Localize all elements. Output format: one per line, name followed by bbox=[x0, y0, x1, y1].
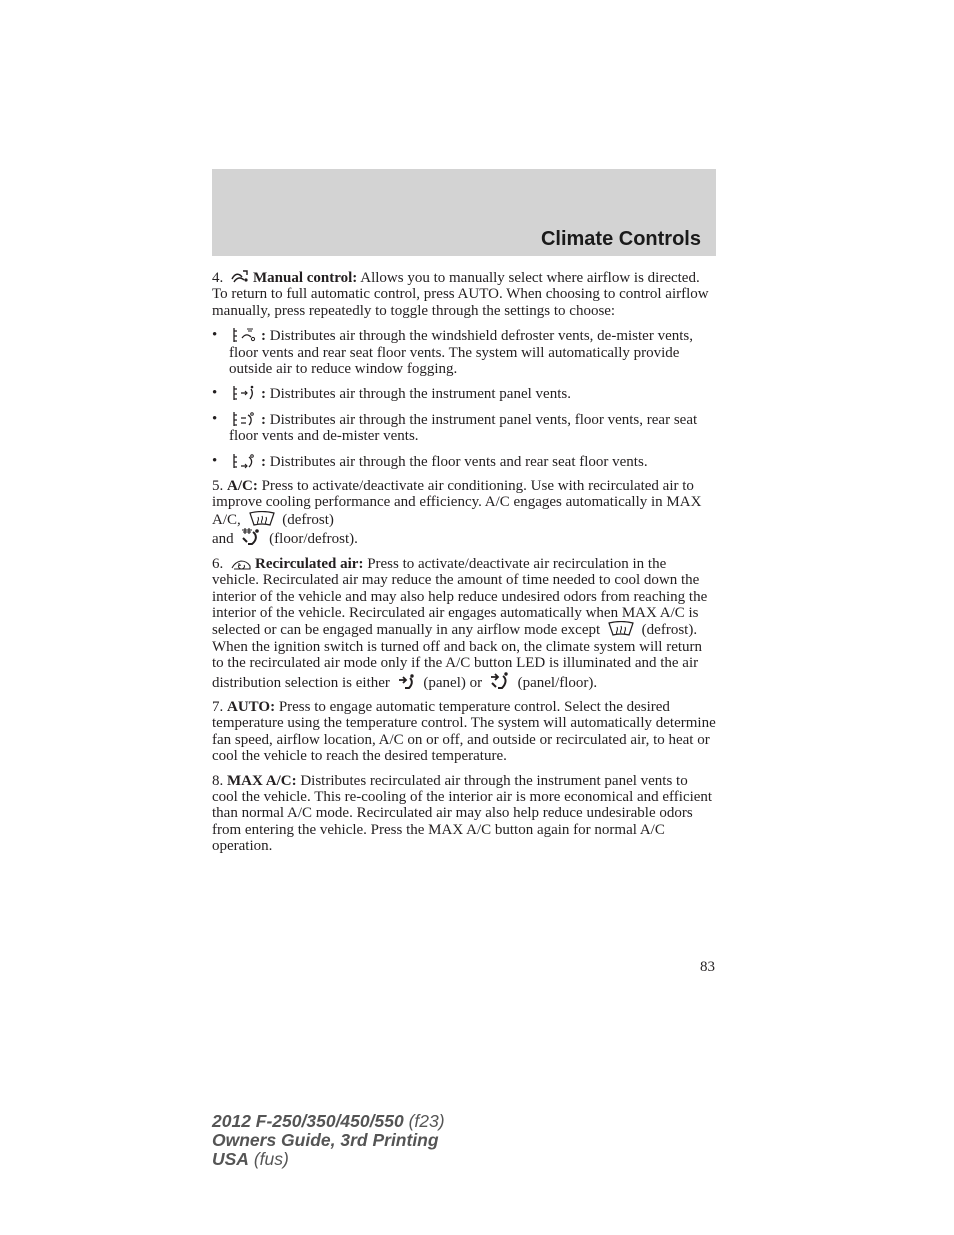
item-number: 5. bbox=[212, 478, 224, 495]
bullet-text: Distributes air through the floor vents and rear seat floor vents. bbox=[269, 453, 648, 470]
recirculation-icon bbox=[230, 559, 252, 571]
item-ac: 5. A/C: Press to activate/deactivate air conditioning. Use with recirculated air to improve cooling performance and efficiency. A/C engages automatically in MAX A/C, (defrost) and (floor/defrost). bbox=[212, 478, 702, 548]
list-item: • : Distributes air through the windshield defroster vents, de-mister vents, floor vents and rear seat floor vents. The system will automatically provide outside air to reduce window fogging. bbox=[212, 327, 716, 377]
document-footer: 2012 F-250/350/450/550 (f23) Owners Guide, 3rd Printing USA (fus) bbox=[212, 1111, 445, 1169]
panel-floor-icon bbox=[489, 672, 511, 690]
manual-airflow-icon bbox=[230, 269, 250, 285]
floor-vent-icon bbox=[232, 453, 258, 469]
defrost-icon bbox=[248, 511, 276, 527]
manual-control-text: Allows you to manually select where airflow is directed. To return to full automatic control, press AUTO. When choosing to control airflow manually, press repeatedly to toggle through the settings to choose: bbox=[212, 270, 709, 319]
recirculated-air-label: Recirculated air: bbox=[255, 555, 364, 572]
panel-vent-icon bbox=[232, 385, 258, 401]
item-number: 6. bbox=[212, 555, 224, 572]
page-number: 83 bbox=[700, 959, 715, 975]
bullet-text: Distributes air through the windshield defroster vents, de-mister vents, floor vents and rear seat floor vents. The system will automatically provide outside air to reduce window fogging. bbox=[229, 328, 693, 378]
auto-label: AUTO: bbox=[227, 698, 276, 715]
item-auto: 7. AUTO: Press to engage automatic temperature control. Select the desired temperature using the temperature control. The system will automatically determine fan speed, airflow location, A/C on or off, and outside or recirculated air, to heat or cool the vehicle to reach the desired temperature. bbox=[212, 698, 716, 765]
panel-icon bbox=[397, 674, 417, 690]
defrost-floor-panel-icon bbox=[232, 327, 258, 343]
airflow-mode-list bbox=[212, 327, 716, 470]
manual-control-label: Manual control: bbox=[253, 270, 358, 286]
list-item: • : Distributes air through the floor vents and rear seat floor vents. bbox=[212, 453, 716, 470]
section-title: Climate Controls bbox=[540, 228, 701, 250]
ac-label: A/C: bbox=[227, 478, 258, 495]
item-number: 7. bbox=[212, 698, 224, 715]
item-max-ac: 8. MAX A/C: Distributes recirculated air through the instrument panel vents to cool the vehicle. This re-cooling of the interior air is more economical and efficient than normal A/C mode. Recirculated air may also help reduce undesirable odors from entering the vehicle. Press the MAX A/C button again for normal A/C operation. bbox=[212, 772, 713, 855]
item-number: 4. bbox=[212, 270, 224, 286]
floor-defrost-icon bbox=[240, 528, 262, 546]
item-recirculated-air: 6. Recirculated air: Press to activate/deactivate air recirculation in the vehicle. Recirculated air may reduce the amount of time needed to cool down the interior of the vehicle and may also help reduce undesired odors from reaching the interior of the vehicle. Recirculated air engages automatically when MAX A/C is selected or can be engaged manually in any airflow mode except (defrost). When the ignition switch is turned off and back on, the climate system will return to the recirculated air mode only if the A/C button LED is illuminated and the air distribution selection is either (panel) or (panel/floor). bbox=[212, 555, 708, 691]
page-content bbox=[212, 269, 716, 863]
item-number: 8. bbox=[212, 772, 224, 789]
item-manual-control bbox=[212, 269, 716, 319]
bullet-text: Distributes air through the instrument panel vents. bbox=[269, 386, 571, 403]
max-ac-label: MAX A/C: bbox=[227, 772, 297, 789]
panel-floor-vent-icon bbox=[232, 411, 258, 427]
bullet-text: Distributes air through the instrument panel vents, floor vents, rear seat floor vents and de-mister vents. bbox=[229, 411, 698, 445]
list-item: • : Distributes air through the instrument panel vents. bbox=[212, 385, 716, 402]
defrost-icon bbox=[607, 621, 635, 637]
section-header-band bbox=[212, 169, 716, 256]
ac-text: Press to activate/deactivate air conditioning. Use with recirculated air to improve cooling performance and efficiency. A/C engages automatically in MAX A/C, bbox=[212, 478, 702, 528]
list-item: • : Distributes air through the instrument panel vents, floor vents, rear seat floor vents and de-mister vents. bbox=[212, 411, 716, 445]
